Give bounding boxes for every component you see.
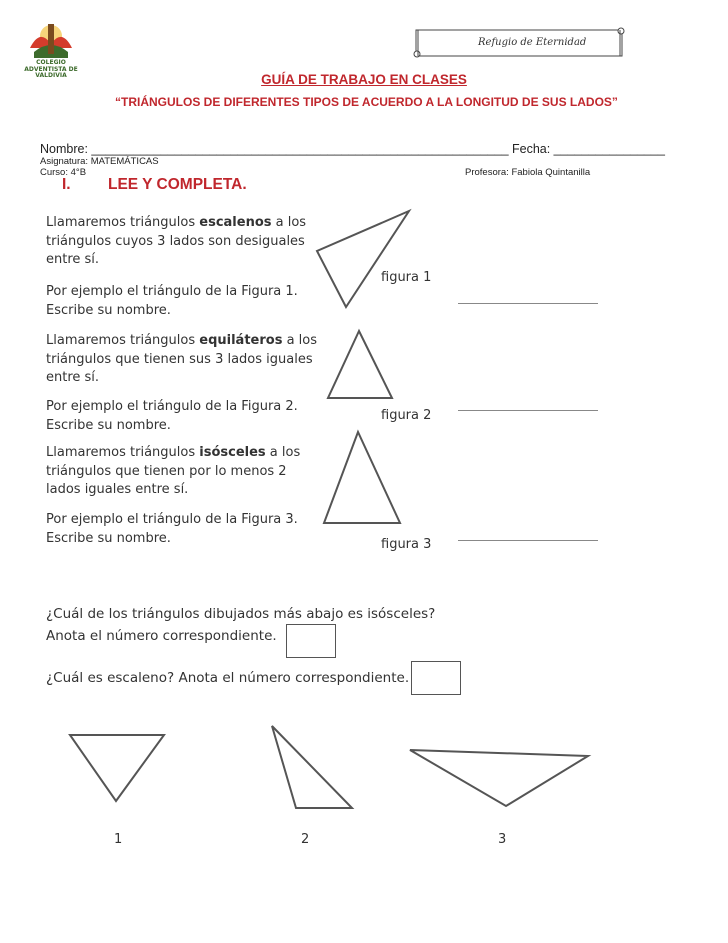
- answer-box-isosceles[interactable]: [286, 624, 336, 658]
- figure-3-triangle: [314, 428, 406, 528]
- example-figure-3: Por ejemplo el triángulo de la Figura 3. Escribe su nombre.: [46, 512, 298, 546]
- worksheet-title: GUÍA DE TRABAJO EN CLASES: [261, 72, 467, 87]
- term-isosceles: isósceles: [199, 445, 266, 460]
- triangle-2-number: 2: [301, 832, 310, 847]
- school-logo-text: COLEGIO ADVENTISTA DE VALDIVIA: [24, 59, 78, 79]
- figure-1-label: figura 1: [381, 270, 432, 285]
- triangle-3-number: 3: [498, 832, 507, 847]
- figure-1-triangle: [300, 205, 420, 315]
- question-isosceles-line1: ¿Cuál de los triángulos dibujados más abajo es isósceles?: [46, 606, 436, 622]
- term-escaleno: escalenos: [199, 215, 272, 230]
- definition-escaleno: Llamaremos triángulos escalenos a los triángulos cuyos 3 lados son desiguales entre sí.: [46, 215, 307, 267]
- question-isosceles-line2: Anota el número correspondiente.: [46, 628, 277, 644]
- section-number: I.: [62, 176, 71, 193]
- teacher-label: Profesora: Fabiola Quintanilla: [465, 167, 591, 178]
- term-equilatero: equiláteros: [199, 333, 283, 348]
- figure-2-label: figura 2: [381, 408, 432, 423]
- answer-box-escaleno[interactable]: [411, 661, 461, 695]
- figure-3-label: figura 3: [381, 537, 432, 552]
- worksheet-subtitle: “TRIÁNGULOS DE DIFERENTES TIPOS DE ACUERDO A LA LONGITUD DE SUS LADOS”: [115, 95, 618, 109]
- definition-isosceles: Llamaremos triángulos isósceles a los triángulos que tienen por lo menos 2 lados iguales entre sí.: [46, 445, 301, 497]
- section-title: LEE Y COMPLETA.: [108, 176, 247, 193]
- answer-line-3[interactable]: [458, 540, 598, 541]
- motto-text: Refugio de Eternidad: [478, 37, 587, 48]
- definition-equilatero: Llamaremos triángulos equiláteros a los triángulos que tienen sus 3 lados iguales entre sí.: [46, 333, 318, 385]
- example-figure-2: Por ejemplo el triángulo de la Figura 2. Escribe su nombre.: [46, 399, 298, 433]
- triangle-2: [266, 722, 358, 814]
- triangle-1-number: 1: [114, 832, 123, 847]
- triangle-3: [404, 742, 594, 812]
- course-label: Curso: 4°B: [40, 167, 87, 178]
- section-heading: [62, 176, 247, 194]
- figure-2-triangle: [320, 325, 400, 405]
- answer-line-1[interactable]: [458, 303, 598, 304]
- question-escaleno: ¿Cuál es escaleno? Anota el número correspondiente.: [46, 670, 410, 686]
- subject-label: Asignatura: MATEMÁTICAS: [40, 156, 159, 167]
- example-figure-1: Por ejemplo el triángulo de la Figura 1. Escribe su nombre.: [46, 284, 298, 318]
- answer-line-2[interactable]: [458, 410, 598, 411]
- name-date-line[interactable]: Nombre: ____________________________________________________________ Fecha: ________________: [40, 142, 665, 156]
- triangle-1: [64, 725, 169, 805]
